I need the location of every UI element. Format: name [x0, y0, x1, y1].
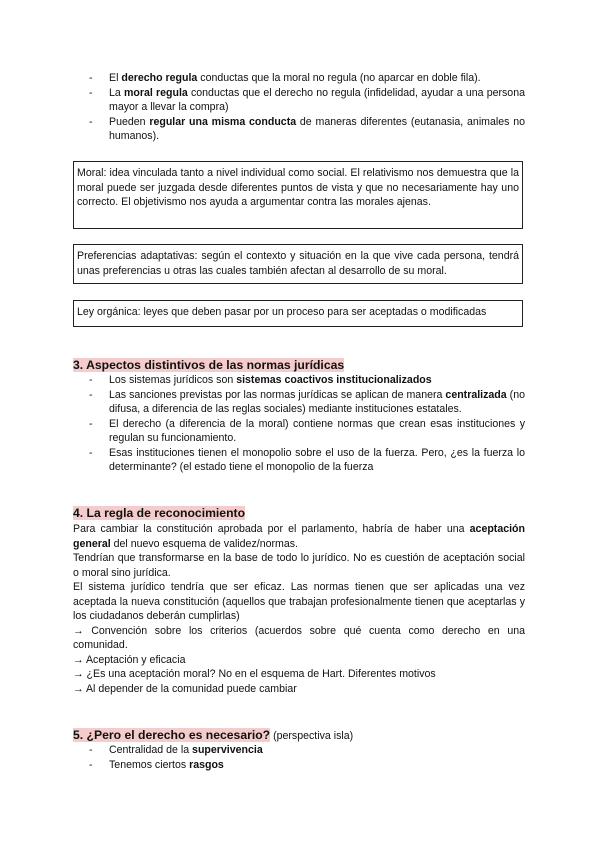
note-box-moral [73, 161, 523, 229]
list-item: - El derecho (a diferencia de la moral) contiene normas que crean esas instituciones y regulan su funcionamiento. [73, 417, 525, 446]
list-item: - El derecho regula conductas que la moral no regula (no aparcar en doble fila). [73, 71, 525, 86]
paragraph: Tendrían que transformarse en la base de todo lo jurídico. No es cuestión de aceptación social o moral sino jurídica. [73, 552, 525, 579]
section-5-list [73, 743, 525, 772]
list-item: - Las sanciones previstas por las normas jurídicas se aplican de manera centralizada (no difusa, a diferencia de las reglas sociales) mediante instituciones estatales. [73, 388, 525, 417]
list-item: - Centralidad de la supervivencia [73, 743, 525, 758]
note-box-ley [73, 300, 523, 327]
section-3-heading: 3. Aspectos distintivos de las normas jurídicas [73, 358, 345, 372]
arrow-line: → Convención sobre los criterios (acuerdos sobre qué cuenta como derecho en una comunidad. [73, 624, 525, 651]
paragraph: El sistema jurídico tendría que ser eficaz. Las normas tienen que ser aplicadas una vez aceptada la nueva constitución (aquellos que trabajan profesionalmente tienen que aceptarlas y los ciudadanos deberán cumplirlas) [73, 581, 525, 622]
section-5-heading: 5. ¿Pero el derecho es necesario? (perspectiva isla) [73, 728, 354, 742]
arrow-line: → Aceptación y eficacia [73, 653, 186, 666]
note-text: Moral: idea vinculada tanto a nivel individual como social. El relativismo nos demuestra que la moral puede ser juzgada desde diferentes puntos de vista y que no necesariamente hay uno correcto. El objetivismo nos ayuda a argumentar contra las morales ajenas. [77, 167, 519, 208]
list-item: - La moral regula conductas que el derecho no regula (infidelidad, ayudar a una persona mayor a llevar la compra) [73, 86, 525, 115]
section-4-body [73, 522, 525, 696]
list-item: - Esas instituciones tienen el monopolio sobre el uso de la fuerza. Pero, ¿es la fuerza lo determinante? (el estado tiene el monopolio de la fuerza [73, 446, 525, 475]
list-item: - Los sistemas jurídicos son sistemas coactivos institucionalizados [73, 373, 525, 388]
section-3-list [73, 373, 525, 475]
section-4-heading: 4. La regla de reconocimiento [73, 506, 246, 520]
list-item: - Tenemos ciertos rasgos [73, 758, 525, 773]
arrow-line: → Al depender de la comunidad puede cambiar [73, 682, 297, 695]
list-item: - Pueden regular una misma conducta de maneras diferentes (eutanasia, animales no humanos). [73, 115, 525, 144]
intro-list [73, 71, 525, 144]
arrow-line: → ¿Es una aceptación moral? No en el esquema de Hart. Diferentes motivos [73, 668, 436, 680]
note-text: Preferencias adaptativas: según el contexto y situación en la que vive cada persona, tendrá unas preferencias u otras las cuales también afectan al desarrollo de su moral. [77, 250, 519, 277]
paragraph: Para cambiar la constitución aprobada por el parlamento, habría de haber una aceptación general del nuevo esquema de validez/normas. [73, 523, 525, 550]
note-text: Ley orgánica: leyes que deben pasar por un proceso para ser aceptadas o modificadas [77, 306, 487, 318]
note-box-preferencias [73, 244, 523, 284]
